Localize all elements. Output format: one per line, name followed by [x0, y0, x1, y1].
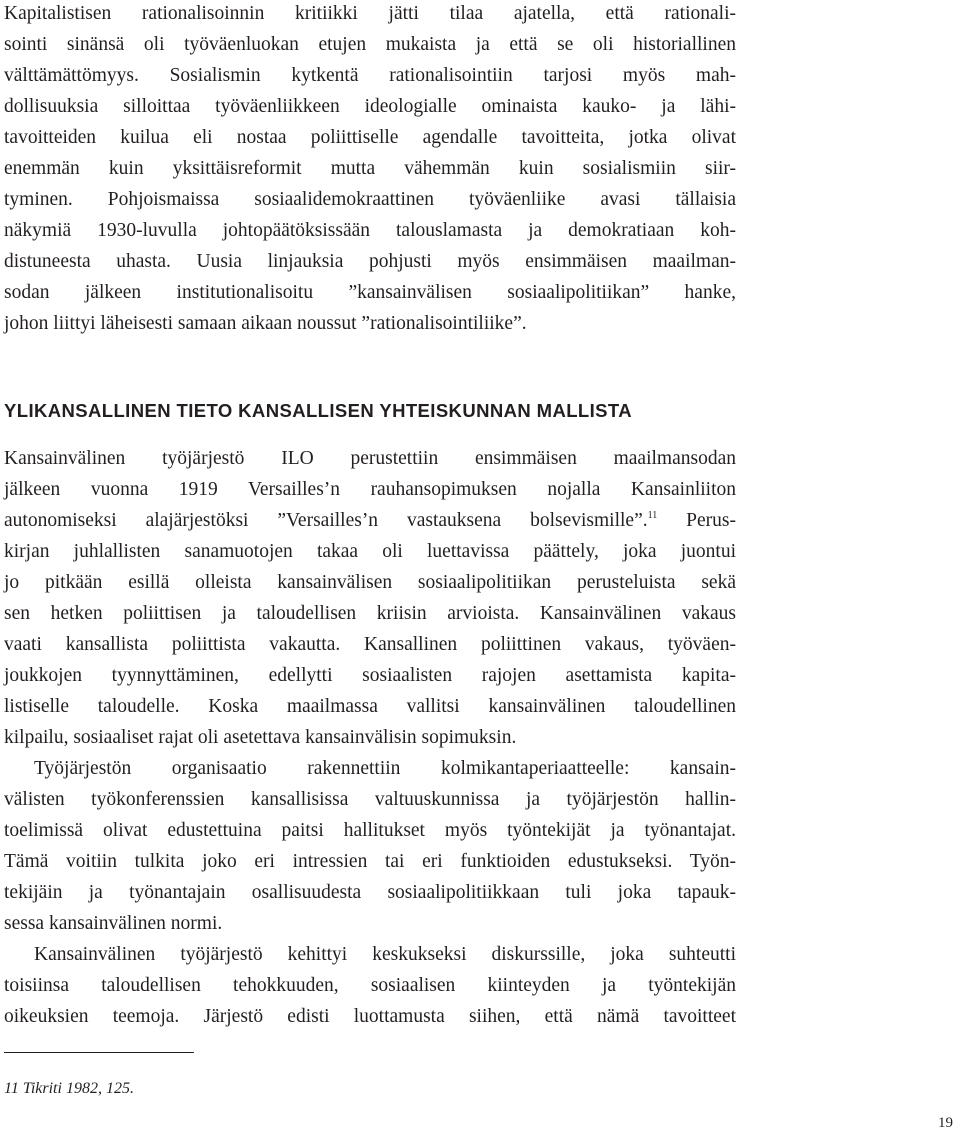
text-line: Kapitalistisen rationalisoinnin kritiikki jätti tilaa ajatella, että rationali- [4, 3, 736, 24]
text-line: sodan jälkeen institutionalisoitu ”kansainvälisen sosiaalipolitiikan” hanke, [4, 282, 736, 303]
text-line: distuneesta uhasta. Uusia linjauksia pohjusti myös ensimmäisen maailman- [4, 251, 736, 272]
text-line: toisiinsa taloudellisen tehokkuuden, sosiaalisen kiinteyden ja työntekijän [4, 975, 736, 996]
text-line: listiselle taloudelle. Koska maailmassa vallitsi kansainvälinen taloudellinen [4, 696, 736, 717]
text-line: välisten työkonferenssien kansallisissa valtuuskunnissa ja työjärjestön hallin- [4, 789, 736, 810]
footnote-reference[interactable]: 11 [647, 510, 658, 521]
text-line: joukkojen tyynnyttäminen, edellytti sosiaalisten rajojen asettamista kapita- [4, 665, 736, 686]
text-line: enemmän kuin yksittäisreformit mutta vähemmän kuin sosialismiin siir- [4, 158, 736, 179]
text-line: tyminen. Pohjoismaissa sosiaalidemokraattinen työväenliike avasi tällaisia [4, 189, 736, 210]
text-line: jo pitkään esillä olleista kansainvälisen sosiaalipolitiikan perusteluista sekä [4, 572, 736, 593]
footnote: 11 Tikriti 1982, 125. [4, 1080, 134, 1097]
text-span: Perus- [657, 510, 736, 531]
text-line: Tämä voitiin tulkita joko eri intressien tai eri funktioiden edustukseksi. Työn- [4, 851, 736, 872]
text-line: dollisuuksia silloittaa työväenliikkeen ideologialle ominaista kauko- ja lähi- [4, 96, 736, 117]
section-heading: YLIKANSALLINEN TIETO KANSALLISEN YHTEISKUNNAN MALLISTA [4, 400, 632, 421]
text-line: johon liittyi läheisesti samaan aikaan noussut ”rationalisointiliike”. [4, 313, 527, 334]
text-line: oikeuksien teemoja. Järjestö edisti luottamusta siihen, että nämä tavoitteet [4, 1006, 736, 1027]
text-line-with-footnote [4, 507, 736, 535]
text-line: kilpailu, sosiaaliset rajat oli asetettava kansainvälisin sopimuksin. [4, 727, 517, 748]
text-line: vaati kansallista poliittista vakautta. Kansallinen poliittinen vakaus, työväen- [4, 634, 736, 655]
text-span: autonomiseksi alajärjestöksi ”Versailles’n vastauksena bolsevismille”. [4, 510, 648, 531]
text-line: sen hetken poliittisen ja taloudellisen kriisin arvioista. Kansainvälinen vakaus [4, 603, 736, 624]
text-line: sessa kansainvälinen normi. [4, 913, 223, 934]
footnote-divider [4, 1052, 194, 1053]
text-line: tekijäin ja työnantajain osallisuudesta sosiaalipolitiikkaan tuli joka tapauk- [4, 882, 736, 903]
page-number: 19 [938, 1115, 953, 1131]
text-line: kirjan juhlallisten sanamuotojen takaa oli luettavissa päättely, joka juontui [4, 541, 736, 562]
text-line: jälkeen vuonna 1919 Versailles’n rauhansopimuksen nojalla Kansainliiton [4, 479, 736, 500]
text-line: Työjärjestön organisaatio rakennettiin kolmikantaperiaatteelle: kansain- [34, 758, 736, 779]
text-line: välttämättömyys. Sosialismin kytkentä rationalisointiin tarjosi myös mah- [4, 65, 736, 86]
text-line: näkymiä 1930-luvulla johtopäätöksissään talouslamasta ja demokratiaan koh- [4, 220, 736, 241]
text-line: sointi sinänsä oli työväenluokan etujen mukaista ja että se oli historiallinen [4, 34, 736, 55]
text-line: tavoitteiden kuilua eli nostaa poliittiselle agendalle tavoitteita, jotka olivat [4, 127, 736, 148]
text-line: toelimissä olivat edustettuina paitsi hallitukset myös työntekijät ja työnantajat. [4, 820, 736, 841]
text-line: Kansainvälinen työjärjestö ILO perustettiin ensimmäisen maailmansodan [4, 448, 736, 469]
text-line: Kansainvälinen työjärjestö kehittyi keskukseksi diskurssille, joka suhteutti [34, 944, 736, 965]
